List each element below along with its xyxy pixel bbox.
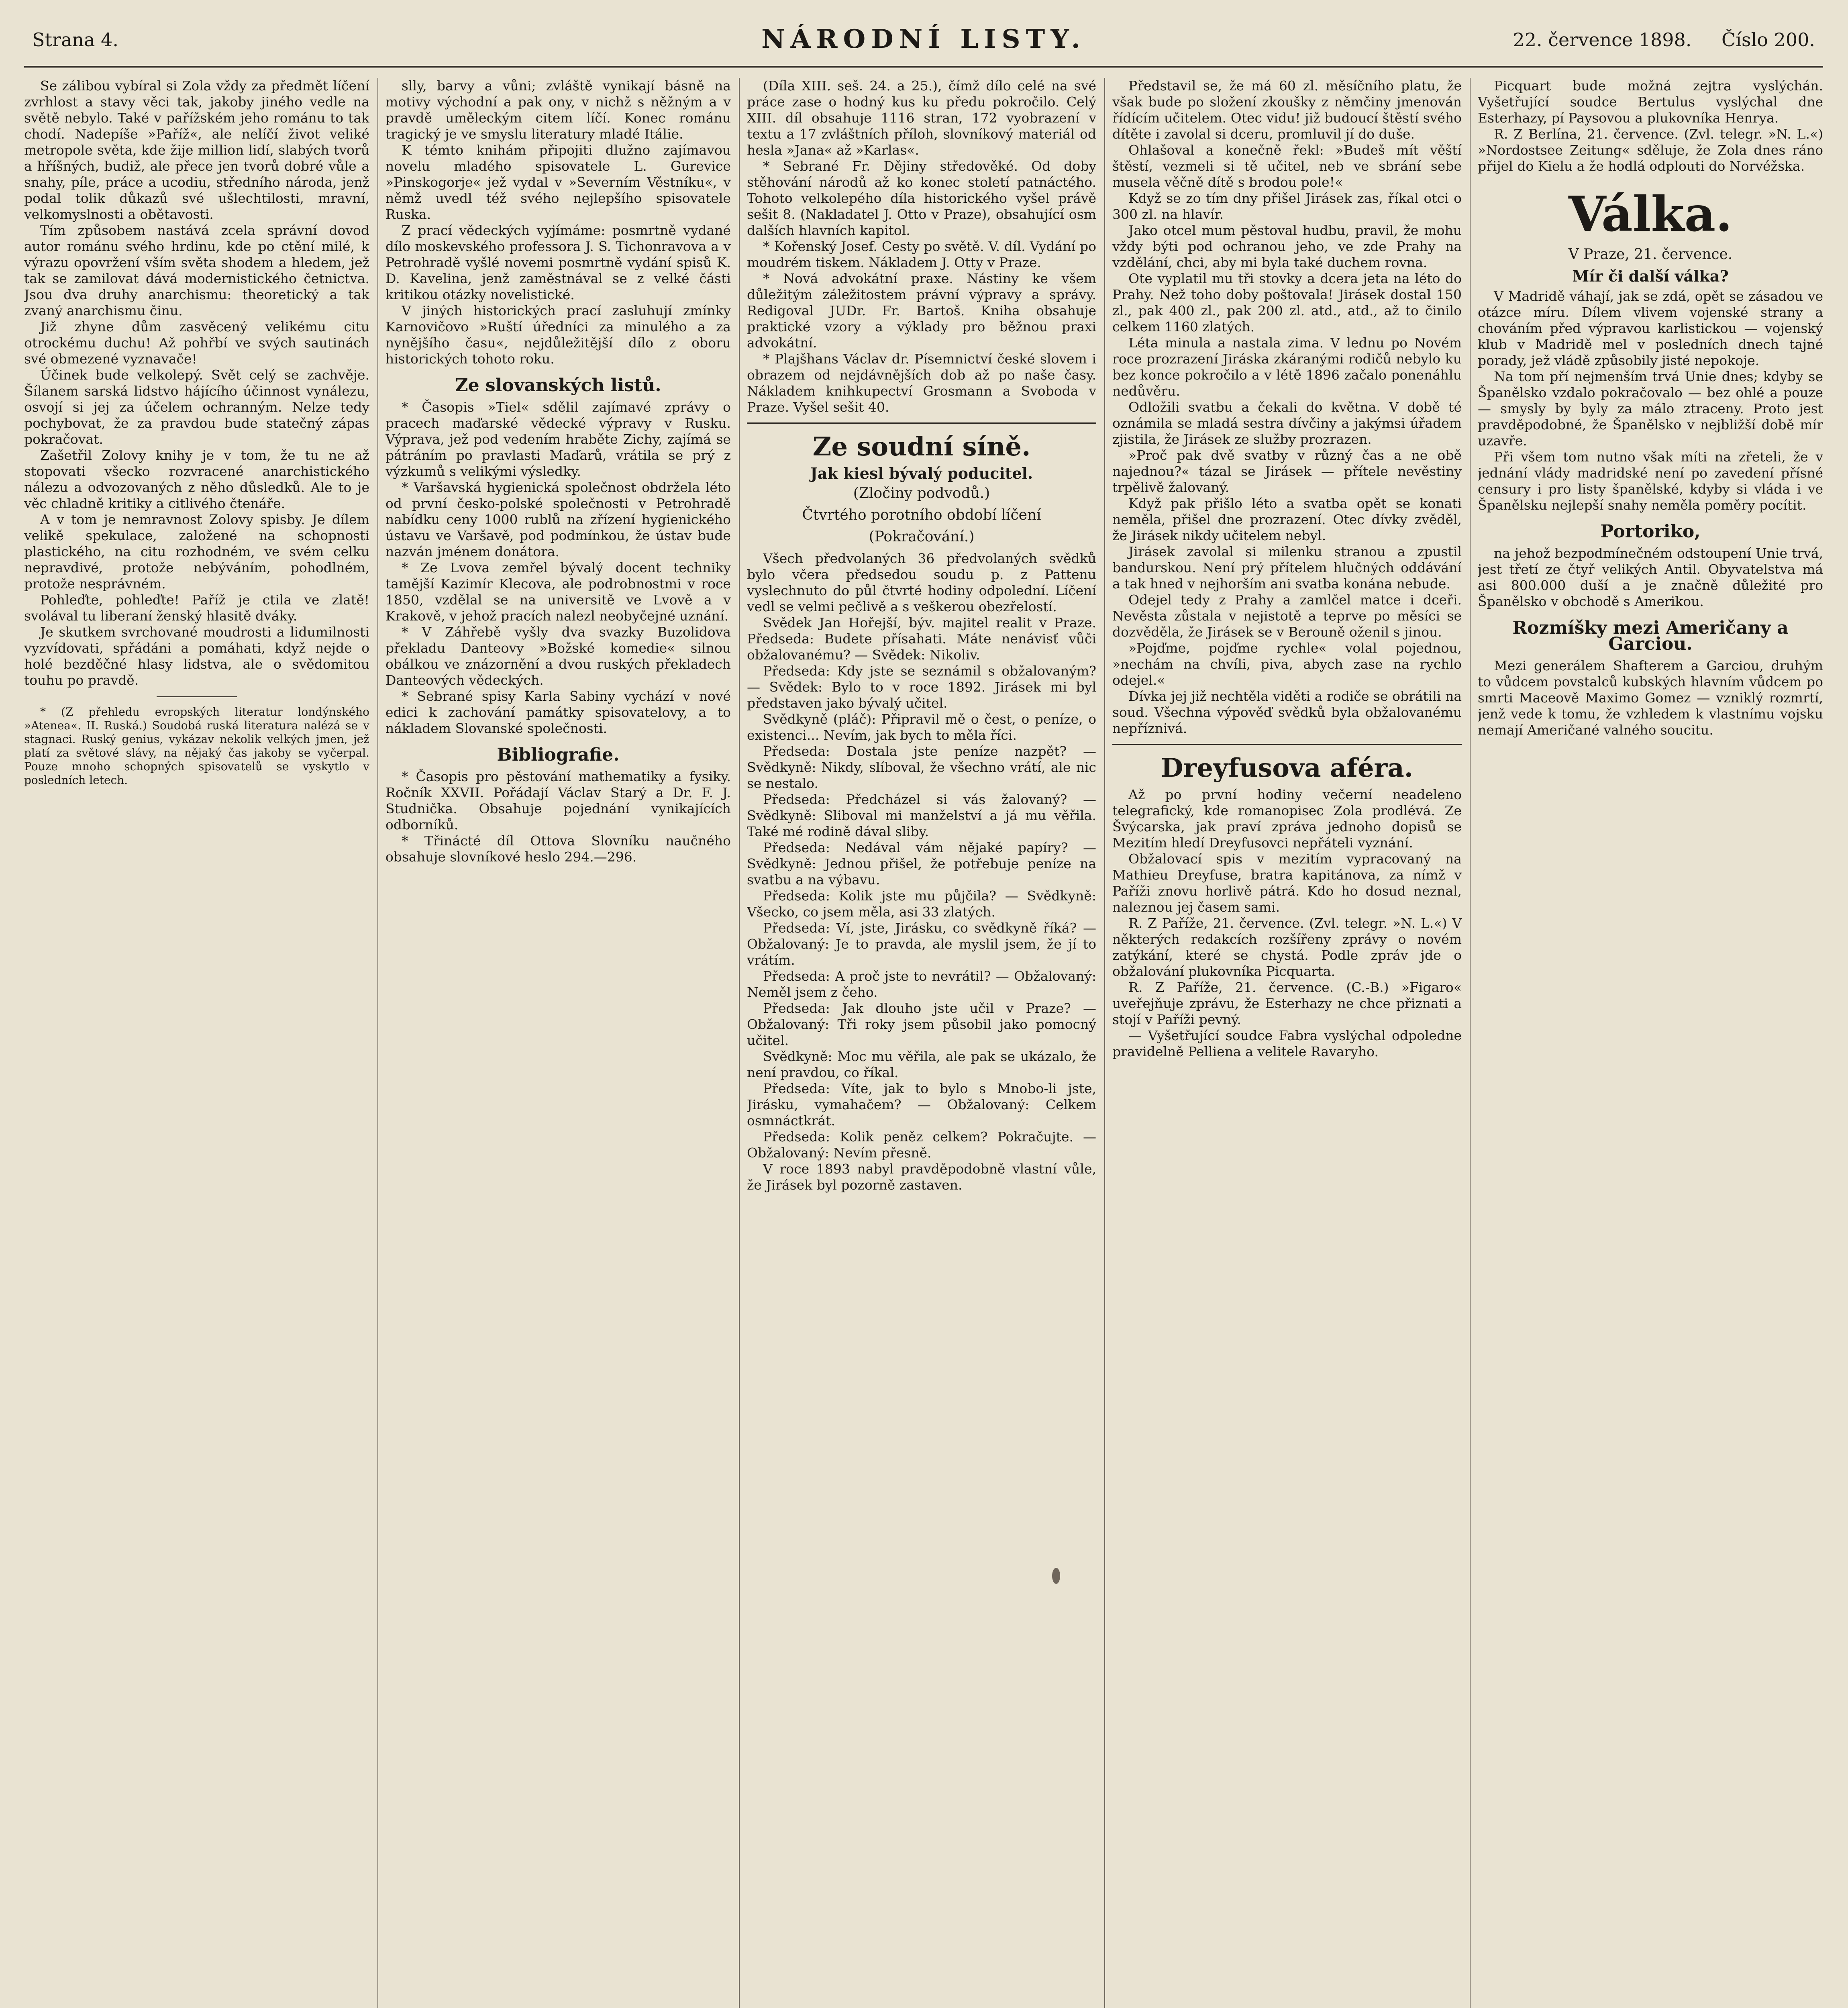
paragraph: slly, barvy a vůni; zvláště vynikají básně na motivy východní a pak ony, v nichž s něžným a v pravdě uměleckým citem líčí. Konec románu tragický je ve smyslu literatury mladé Itálie.	[386, 78, 731, 142]
paragraph: Svědkyně: Moc mu věřila, ale pak se ukázalo, že není pravdou, co říkal.	[747, 1049, 1096, 1080]
column-rule	[377, 78, 378, 2008]
paragraph: — Vyšetřující soudce Fabra vyslýchal odpoledne pravidelně Pelliena a velitele Ravaryho.	[1112, 1028, 1462, 1059]
paragraph: V Madridě váhají, jak se zdá, opět se zásadou ve otázce míru. Dílem vlivem vojenské strany a chováním před výpravou karlistickou — vojenský klub v Madridě mel v posledních dnech tajné porady, jež vládě způsobily jisté nepokoje.	[1478, 288, 1823, 368]
paragraph: »Proč pak dvě svatby v různý čas a ne obě najednou?« tázal se Jirásek — přítele nevěstiny trpělivě žalovaný.	[1112, 447, 1462, 495]
issue-info	[1489, 29, 1815, 51]
paragraph: R. Z Paříže, 21. července. (C.-B.) »Figaro« uveřejňuje zprávu, že Esterhazy ne chce přiznati a stojí v Paříži pevný.	[1112, 980, 1462, 1027]
paragraph: Pohleďte, pohleďte! Paříž je ctila ve zlatě! svolával tu liberaní ženský hlasitě dváky.	[24, 592, 369, 624]
paragraph: Již zhyne dům zasvěcený velikému citu otrockému duchu! Až pohřbí ve svých sautinách své obmezené vyznavače!	[24, 319, 369, 367]
ink-blot	[1052, 1568, 1060, 1584]
paragraph: * Sebrané Fr. Dějiny středověké. Od doby stěhování národů až ko konec století patnáctého. Tohoto velkolepého díla historického vyšel právě sešit 8. (Nakladatel J. Otto v Praze), obsahující osm dalších hlavních kapitol.	[747, 158, 1096, 238]
paragraph: Zašetřil Zolovy knihy je v tom, že tu ne až stopovati všecko rozvracené anarchistického nálezu a odvozovaných z něho důsledků. Ale to je věc chladně kritiky a citlivého čtenáře.	[24, 447, 369, 511]
paragraph: * Sebrané spisy Karla Sabiny vychází v nové edici k zachování památky spisovatelovy, a to nákladem Slovanské společnosti.	[386, 688, 731, 736]
paragraph: * Varšavská hygienická společnost obdržela léto od první česko-polské společnosti v Petrohradě nabídku ceny 1000 rublů na zřízení hygienického ústavu ve Varšavě, pod podmínkou, že ústav bude nazván jménem donátora.	[386, 480, 731, 559]
paragraph: Mezi generálem Shafterem a Garciou, druhým to vůdcem povstalců kubských hlavním vůdcem po smrti Maceově Maximo Gomez — vzniklý rozmrtí, jenž vede k tomu, že vzhledem k vlastnímu vojsku nemají Američané valného soucitu.	[1478, 658, 1823, 738]
article-headline: Mír či další válka?	[1572, 267, 1729, 285]
column-rule	[739, 78, 740, 2008]
paragraph: Jirásek zavolal si milenku stranou a zpustil bandurskou. Není prý přítelem hlučných oddávání a tak hned v nejhorším ani svatba konána nebude.	[1112, 544, 1462, 592]
column-rule	[1470, 78, 1471, 2008]
paragraph: Předseda: Kolik jste mu půjčila? — Svědkyně: Všecko, co jsem měla, asi 33 zlatých.	[747, 888, 1096, 920]
paragraph: Předseda: A proč jste to nevrátil? — Obžalovaný: Neměl jsem z čeho.	[747, 968, 1096, 1000]
paragraph: Z prací vědeckých vyjímáme: posmrtně vydané dílo moskevského professora J. S. Tichonravova a v Petrohradě vyšlé novemi posmrtně vydání spisů K. D. Kavelina, jenž zaměstnával se z velké části kritikou otázky novelistické.	[386, 222, 731, 302]
article-subtitle: (Zločiny podvodů.)	[853, 485, 990, 502]
paragraph: Při všem tom nutno však míti na zřeteli, že v jednání vlády madridské není po zavedení přísné censury i pro listy španělské, kdyby si vláda i ve Španělsku nejlepší snahy neměla poměry pocítit.	[1478, 449, 1823, 513]
paragraph: R. Z Paříže, 21. července. (Zvl. telegr. »N. L.«) V některých redakcích rozšířeny zprávy o novém zatýkání, které se chystá. Podle zpráv jde o obžalování plukovníka Picquarta.	[1112, 915, 1462, 979]
paragraph: Předseda: Kolik peněz celkem? Pokračujte. — Obžalovaný: Nevím přesně.	[747, 1129, 1096, 1161]
paragraph: Předseda: Jak dlouho jste učil v Praze? — Obžalovaný: Tři roky jsem působil jako pomocný učitel.	[747, 1000, 1096, 1048]
section-heading: Rozmíšky mezi Američany a Garciou.	[1512, 618, 1789, 654]
article-headline: Jak kiesl bývalý poducitel.	[810, 464, 1033, 482]
issue-date: 22. července 1898.	[1513, 29, 1692, 51]
section-title: Dreyfusova aféra.	[1161, 753, 1414, 783]
paragraph: * Třinácté díl Ottova Slovníku naučného obsahuje slovníkové heslo 294.—296.	[386, 833, 731, 865]
paragraph: Svědek Jan Hořejší, býv. majitel realit v Praze. Předseda: Budete přísahati. Máte nenávisť vůči obžalovanému? — Svědek: Nikoliv.	[747, 615, 1096, 663]
paragraph: Picquart bude možná zejtra vyslýchán. Vyšetřující soudce Bertulus vyslýchal dne Esterhazy, pí Paysovou a plukovníka Henrya.	[1478, 78, 1823, 126]
article-subtitle: Čtvrtého porotního období líčení	[802, 507, 1041, 523]
section-heading: Portoriko,	[1600, 521, 1701, 542]
issue-number: Číslo 200.	[1722, 29, 1815, 51]
paragraph: Předseda: Dostala jste peníze nazpět? — Svědkyně: Nikdy, slíboval, že všechno vrátí, ale nic se nestalo.	[747, 743, 1096, 791]
paragraph: Ote vyplatil mu tři stovky a dcera jeta na léto do Prahy. Než toho doby poštovala! Jirásek dostal 150 zl., pak 400 zl., pak 200 zl. atd., atd., až to činilo celkem 1160 zlatých.	[1112, 271, 1462, 335]
column-rule	[1104, 78, 1105, 2008]
paragraph: na jehož bezpodmínečném odstoupení Unie trvá, jest třetí ze čtyř velikých Antil. Obyvatelstva má asi 800.000 duší a je značně důležité pro Španělsko v obchodě s Amerikou.	[1478, 545, 1823, 609]
paragraph: Léta minula a nastala zima. V lednu po Novém roce prozrazení Jiráska zkáranými rodičů nebylo ku bez konce pokročilo a v létě 1896 začalo ponenáhlu nedůvěru.	[1112, 335, 1462, 399]
paragraph: Představil se, že má 60 zl. měsíčního platu, že však bude po složení zkoušky z němčiny jmenován řídícím učitelem. Otec vidu! již budoucí štěstí svého dítěte i zavolal si dceru, promluvil jí do duše.	[1112, 78, 1462, 142]
paragraph: Obžalovací spis v mezitím vypracovaný na Mathieu Dreyfuse, bratra kapitánova, za nímž v Paříži znovu horlivě pátrá. Kdo ho dosud neznal, naleznou jej časem sami.	[1112, 851, 1462, 915]
dateline: V Praze, 21. července.	[1568, 246, 1733, 263]
paragraph: Svědkyně (pláč): Připravil mě o čest, o peníze, o existenci... Nevím, jak bych to měla říci.	[747, 711, 1096, 743]
paragraph: Když pak přišlo léto a svatba opět se konati neměla, přišel dne prozrazení. Otec dívky zvěděl, že Jirásek nikdy učitelem nebyl.	[1112, 496, 1462, 543]
paragraph: V roce 1893 nabyl pravděpodobně vlastní vůle, že Jirásek byl pozorně zastaven.	[747, 1161, 1096, 1193]
section-heading: Ze slovanských listů.	[455, 375, 661, 396]
paragraph: Se zálibou vybíral si Zola vždy za předmět líčení zvrhlost a stavy věci tak, jakoby jiného vedle na světě nebylo. Také v pařížském jeho románu to tak chodí. Nadepíše »Paříž«, ale nelíčí život veliké metropole světa, kde žije million lidí, slabých tvorů a hříšných, budiž, ale přece jen tvorů dobré vůle a snahy, píle, práce a ucodiu, středního národa, jenž podal tolik důkazů své ušlechtilosti, mravní, velkomyslnosti a obětavosti.	[24, 78, 369, 222]
paragraph: Jako otcel mum pěstoval hudbu, pravil, že mohu vždy býti pod ochranou jeho, ve zde Prahy na vzdělání, chci, aby mi byla také duchem rovna.	[1112, 222, 1462, 270]
section-heading: Bibliografie.	[497, 745, 620, 765]
paragraph: * Plajšhans Václav dr. Písemnictví české slovem i obrazem od nejdávnějších dob až po naše časy. Nákladem knihkupectví Grosmann a Svoboda v Praze. Vyšel sešit 40.	[747, 351, 1096, 415]
paragraph: * Ze Lvova zemřel bývalý docent techniky tamější Kazimír Klecova, ale podrobnostmi v roce 1850, vzdělal se na universitě ve Lvově a v Krakově, v jehož pracích nalezl neobyčejné uznání.	[386, 560, 731, 624]
column-5	[1478, 78, 1823, 2008]
newspaper-page	[24, 18, 1823, 2008]
paragraph: A v tom je nemravnost Zolovy spisby. Je dílem velikě spekulace, založené na schopnosti plastického, na citu rozhodném, ve svém celku nepravdivé, protože nebýváním, pohodlném, protože nesprávném.	[24, 512, 369, 592]
newspaper-title: NÁRODNÍ LISTY.	[761, 24, 1086, 54]
paragraph: Na tom pří nejmenším trvá Unie dnes; kdyby se Španělsko vzdalo pokračovalo — bez ohlé a pouze — smysly by byly za málo ztraceny. Proto jest pravděpodobné, že Španělsko v nejbližší době mír uzavře.	[1478, 369, 1823, 449]
article-subtitle: (Pokračování.)	[869, 529, 975, 545]
section-title: Válka.	[1568, 186, 1733, 243]
masthead	[24, 18, 1823, 68]
paragraph: Tím způsobem nastává zcela správní dovod autor románu svého hrdinu, kde po ctění milé, k výrazu opovržení vším světa shodem a hledem, jež tak se zamilovat dává modernistického četnictva. Jsou dva druhy anarchismu: theoretický a tak zvaný anarchismu činu.	[24, 222, 369, 318]
paragraph: * Nová advokátní praxe. Nástiny ke všem důležitým záležitostem právní výpravy a správy. Redigoval JUDr. Fr. Bartoš. Kniha obsahuje praktické vzory a výklady pro běžnou praxi advokátní.	[747, 271, 1096, 351]
divider	[157, 696, 237, 697]
paragraph: Dívka jej již nechtěla viděti a rodiče se obrátili na soud. Všechna výpověď svědků byla obžalovanému nepříznivá.	[1112, 688, 1462, 736]
column-2	[386, 78, 731, 2008]
paragraph: Předseda: Nedával vám nějaké papíry? — Svědkyně: Jednou přišel, že potřebuje peníze na svatbu a na výbavu.	[747, 840, 1096, 888]
divider	[747, 422, 1096, 424]
paragraph: * V Záhřebě vyšly dva svazky Buzolidova překladu Danteovy »Božské komedie« silnou obálkou ve znázornění a dvou ruských překladech Danteových vědeckých.	[386, 624, 731, 688]
paragraph: Až po první hodiny večerní neadeleno telegrafický, kde romanopisec Zola prodlévá. Ze Švýcarska, jak praví zpráva jednoho dopisů se Mezitím hledí Dreyfusovci nepřáteli vyznání.	[1112, 787, 1462, 851]
paragraph: Všech předvolaných 36 předvolaných svědků bylo včera předsedou soudu p. z Pattenu vyslechnuto do půl čtvrté hodiny odpolední. Líčení vedl se velmi pečlivě a s veškerou obezřelostí.	[747, 551, 1096, 614]
paragraph: R. Z Berlína, 21. července. (Zvl. telegr. »N. L.«) »Nordostsee Zeitung« sděluje, že Zola dnes ráno přijel do Kielu a že hodlá odplouti do Norvéžska.	[1478, 126, 1823, 174]
paragraph: Předseda: Víte, jak to bylo s Mnobo-li jste, Jirásku, vymahačem? — Obžalovaný: Celkem osmnáctkrát.	[747, 1081, 1096, 1128]
section-title: Ze soudní síně.	[812, 432, 1031, 462]
paragraph: * Časopis »Tiel« sdělil zajímavé zprávy o pracech maďarské vědecké výpravy v Rusku. Výprava, jež pod vedením hraběte Zichy, zajímá se pátráním po pravlasti Maďarů, vrátila se prý z výzkumů s velikými výsledky.	[386, 399, 731, 479]
paragraph: K témto knihám připojiti dlužno zajímavou novelu mladého spisovatele L. Gurevice »Pinskogorje« jež vydal v »Severním Věstníku«, v němž uvedl též svého nejlepšího spisovatele Ruska.	[386, 142, 731, 222]
column-4	[1112, 78, 1462, 2008]
paragraph: Účinek bude velkolepý. Svět celý se zachvěje. Šílanem sarská lidstvo hájícího účinnost vynálezu, osvojí si jej za účelem ochranným. Nelze tedy pochybovat, že za pravdou bude statečný zápas pokračovat.	[24, 367, 369, 447]
paragraph: Je skutkem svrchované moudrosti a lidumilnosti vyzvídovati, spřádáni a pomáhati, když nejde o holé bezděčné hlasy lidstva, ale o svědomitou touhu po pravdě.	[24, 624, 369, 688]
page-number: Strana 4.	[32, 29, 118, 51]
paragraph: Předseda: Předcházel si vás žalovaný? — Svědkyně: Sliboval mi manželství a já mu věřila. Také mé rodině dával sliby.	[747, 792, 1096, 839]
column-1	[24, 78, 369, 2008]
footnote: * (Z přehledu evropských literatur londýnského »Atenea«. II. Ruská.) Soudobá ruská literatura nalézá se v stagnaci. Ruský genius, vykázav nekolik velkých jmen, jež platí za světové slávy, na nějaký čas jakoby se vyčerpal. Pouze mnoho schopných spisovatelů se vyskytlo v posledních letech.	[24, 705, 369, 787]
paragraph: Předseda: Kdy jste se seznámil s obžalovaným? — Svědek: Bylo to v roce 1892. Jirásek mi byl představen jako bývalý učitel.	[747, 663, 1096, 711]
divider	[1112, 744, 1462, 745]
paragraph: Když se zo tím dny přišel Jirásek zas, říkal otci o 300 zl. na hlavír.	[1112, 190, 1462, 222]
paragraph: Odejel tedy z Prahy a zamlčel matce i dceři. Nevěsta zůstala v nejistotě a teprve po měsíci se dozvěděla, že Jirásek se v Berouně oženil s jinou.	[1112, 592, 1462, 640]
paragraph: * Časopis pro pěstování mathematiky a fysiky. Ročník XXVII. Pořádají Václav Starý a Dr. F. J. Studnička. Obsahuje pojednání vynikajících odborníků.	[386, 769, 731, 833]
paragraph: Odložili svatbu a čekali do května. V době té oznámila se mladá sestra dívčiny a jakýmsi úřadem zjistila, že Jirásek ze služby prozrazen.	[1112, 399, 1462, 447]
paragraph: (Díla XIII. seš. 24. a 25.), čímž dílo celé na své práce zase o hodný kus ku předu pokročilo. Celý XIII. díl obsahuje 1116 stran, 172 vyobrazení v textu a 17 zvláštních příloh, slovníkový materiál od hesla »Jana« až »Karlas«.	[747, 78, 1096, 158]
column-3	[747, 78, 1096, 2008]
paragraph: »Pojďme, pojďme rychle« volal pojednou, »nechám na chvíli, piva, abych zase na rychlo odejel.«	[1112, 640, 1462, 688]
paragraph: Předseda: Ví, jste, Jirásku, co svědkyně říká? — Obžalovaný: Je to pravda, ale myslil jsem, že jí to vrátím.	[747, 920, 1096, 968]
paragraph: V jiných historických prací zasluhují zmínky Karnovičovo »Ruští úředníci za minulého a za nynějšího času«, nejdůležitější dílo z oboru historických tohoto roku.	[386, 303, 731, 367]
paragraph: * Kořenský Josef. Cesty po světě. V. díl. Vydání po moudrém tiskem. Nákladem J. Otty v Praze.	[747, 239, 1096, 270]
paragraph: Ohlašoval a konečně řekl: »Budeš mít věští štěstí, vezmeli si tě učitel, neb ve sbrání sebe musela věčně dítě s brodou pole!«	[1112, 142, 1462, 190]
